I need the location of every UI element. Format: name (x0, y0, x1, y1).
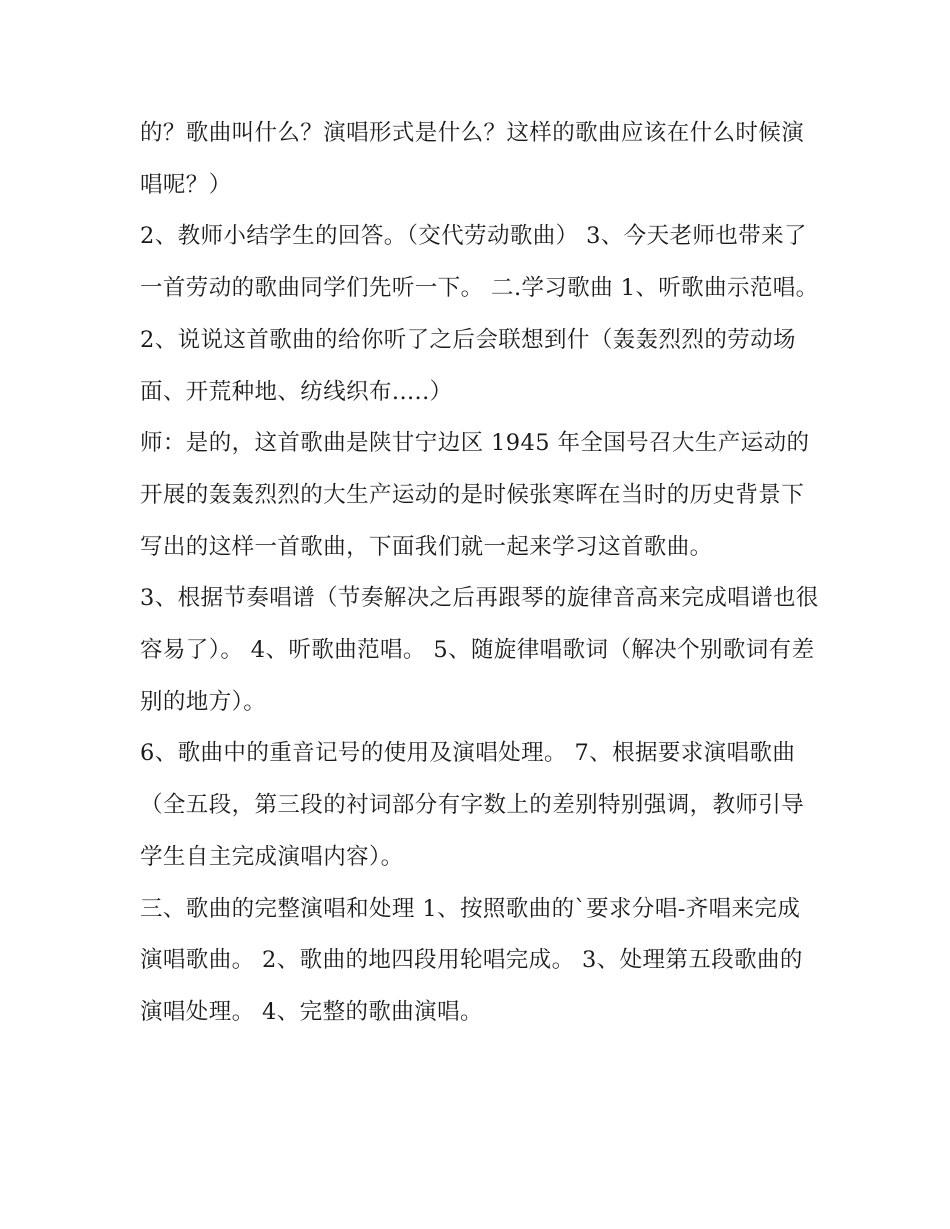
paragraph: 三、歌曲的完整演唱和处理 1、按照歌曲的`要求分唱-齐唱来完成演唱歌曲。 2、歌曲的地四段用轮唱完成。 3、处理第五段歌曲的演唱处理。 4、完整的歌曲演唱。 (140, 895, 803, 1025)
document-body (140, 108, 820, 1039)
paragraph: 2、说说这首歌曲的给你听了之后会联想到什（轰轰烈烈的劳动场面、开荒种地、纺线织布.....） (140, 326, 796, 405)
paragraph: 6、歌曲中的重音记号的使用及演唱处理。 7、根据要求演唱歌曲（全五段，第三段的衬词部分有字数上的差别特别强调，教师引导学生自主完成演唱内容）。 (140, 740, 805, 870)
paragraph: 的？歌曲叫什么？演唱形式是什么？这样的歌曲应该在什么时候演唱呢？） (140, 120, 805, 198)
paragraph: 师：是的，这首歌曲是陕甘宁边区 1945 年全国号召大生产运动的开展的轰轰烈烈的大生产运动的是时候张寒晖在当时的历史背景下写出的这样一首歌曲，下面我们就一起来学习这首歌曲。 (140, 430, 810, 560)
paragraph: 3、根据节奏唱谱（节奏解决之后再跟琴的旋律音高来完成唱谱也很容易了）。 4、听歌曲范唱。 5、随旋律唱歌词（解决个别歌词有差别的地方）。 (140, 585, 819, 715)
paragraph: 2、教师小结学生的回答。（交代劳动歌曲） 3、今天老师也带来了一首劳动的歌曲同学们先听一下。 二.学习歌曲 1、听歌曲示范唱。 (140, 223, 819, 302)
